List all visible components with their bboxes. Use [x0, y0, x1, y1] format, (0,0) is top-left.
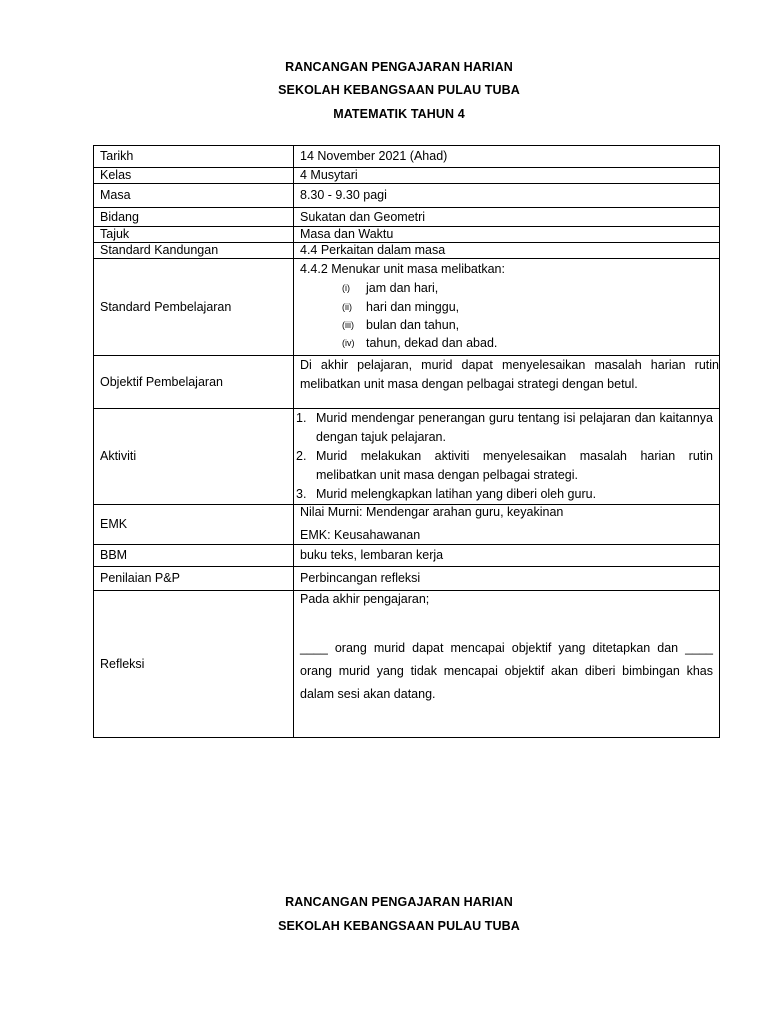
- value-aktiviti: [294, 409, 720, 505]
- aktiviti-item: [294, 485, 719, 504]
- sp-item-text: tahun, dekad dan abad.: [366, 335, 498, 350]
- sp-item-num: (ii): [342, 301, 352, 312]
- value-standard-pembelajaran: [294, 259, 720, 356]
- row-refleksi: [94, 591, 720, 738]
- row-bbm: [94, 545, 720, 567]
- row-aktiviti: [94, 409, 720, 505]
- label-standard-kandungan: Standard Kandungan: [94, 243, 294, 259]
- row-objektif: [94, 356, 720, 409]
- sp-item: [300, 335, 719, 351]
- value-kelas: 4 Musytari: [294, 168, 720, 184]
- row-masa: [94, 184, 720, 208]
- heading-school-page-2: SEKOLAH KEBANGSAAN PULAU TUBA: [278, 919, 520, 933]
- sp-item-num: (i): [342, 283, 350, 293]
- heading-school: SEKOLAH KEBANGSAAN PULAU TUBA: [278, 83, 520, 97]
- aktiviti-item: [294, 447, 719, 485]
- sp-item-num: (iii): [342, 320, 354, 330]
- row-tajuk: [94, 227, 720, 243]
- row-bidang: [94, 208, 720, 227]
- row-standard-pembelajaran: [94, 259, 720, 356]
- refleksi-paragraph: ____ orang murid dapat mencapai objektif yang ditetapkan dan ____ orang murid yang tidak mencapai objektif akan diberi bimbingan khas dalam sesi akan datang.: [300, 641, 713, 701]
- label-tarikh: Tarikh: [94, 146, 294, 168]
- sp-item-text: hari dan minggu,: [366, 299, 460, 314]
- value-penilaian: Perbincangan refleksi: [294, 567, 720, 591]
- aktiviti-item-text: Murid mendengar penerangan guru tentang isi pelajaran dan kaitannya dengan tajuk pelajaran.: [316, 411, 713, 444]
- value-tarikh: 14 November 2021 (Ahad): [294, 146, 720, 168]
- sp-item-text: bulan dan tahun,: [366, 318, 460, 332]
- lesson-plan-table: [93, 145, 720, 738]
- sp-item: [300, 279, 719, 298]
- value-refleksi: [294, 591, 720, 738]
- value-bbm: buku teks, lembaran kerja: [294, 545, 720, 567]
- value-objektif: Di akhir pelajaran, murid dapat menyelesaikan masalah harian rutin melibatkan unit masa dengan pelbagai strategi dengan betul.: [294, 356, 720, 409]
- aktiviti-item-text: Murid melakukan aktiviti menyelesaikan masalah harian rutin melibatkan unit masa dengan pelbagai strategi.: [316, 449, 713, 482]
- sp-intro: 4.4.2 Menukar unit masa melibatkan:: [300, 262, 505, 276]
- label-kelas: Kelas: [94, 168, 294, 184]
- row-emk: [94, 505, 720, 545]
- label-objektif: Objektif Pembelajaran: [94, 356, 294, 409]
- aktiviti-item: [294, 409, 719, 447]
- sp-list: [300, 279, 719, 351]
- aktiviti-item-num: 2.: [296, 449, 307, 463]
- value-emk: [294, 505, 720, 545]
- aktiviti-item-text: Murid melengkapkan latihan yang diberi oleh guru.: [316, 487, 597, 501]
- label-standard-pembelajaran: Standard Pembelajaran: [94, 259, 294, 356]
- heading-subject: MATEMATIK TAHUN 4: [333, 107, 465, 121]
- aktiviti-item-num: 3.: [296, 487, 307, 501]
- heading-title-page-2: RANCANGAN PENGAJARAN HARIAN: [285, 895, 513, 909]
- value-standard-kandungan: 4.4 Perkaitan dalam masa: [294, 243, 720, 259]
- sp-item-text: jam dan hari,: [366, 281, 439, 295]
- value-bidang: Sukatan dan Geometri: [294, 208, 720, 227]
- label-aktiviti: Aktiviti: [94, 409, 294, 505]
- label-penilaian: Penilaian P&P: [94, 567, 294, 591]
- sp-item: [300, 316, 719, 335]
- row-tarikh: [94, 146, 720, 168]
- row-standard-kandungan: [94, 243, 720, 259]
- label-tajuk: Tajuk: [94, 227, 294, 243]
- heading-title: RANCANGAN PENGAJARAN HARIAN: [285, 60, 513, 74]
- row-kelas: [94, 168, 720, 184]
- aktiviti-list: [294, 409, 719, 504]
- value-masa: 8.30 - 9.30 pagi: [294, 184, 720, 208]
- aktiviti-item-num: 1.: [296, 411, 307, 425]
- sp-item: [300, 298, 719, 317]
- label-emk: EMK: [94, 505, 294, 545]
- label-refleksi: Refleksi: [94, 591, 294, 738]
- label-masa: Masa: [94, 184, 294, 208]
- refleksi-intro: Pada akhir pengajaran;: [300, 592, 430, 606]
- emk-line-1: Nilai Murni: Mendengar arahan guru, keyakinan: [300, 505, 564, 519]
- row-penilaian: [94, 567, 720, 591]
- sp-item-num: (iv): [342, 337, 355, 348]
- emk-line-2: EMK: Keusahawanan: [300, 528, 421, 542]
- value-tajuk: Masa dan Waktu: [294, 227, 720, 243]
- label-bidang: Bidang: [94, 208, 294, 227]
- label-bbm: BBM: [94, 545, 294, 567]
